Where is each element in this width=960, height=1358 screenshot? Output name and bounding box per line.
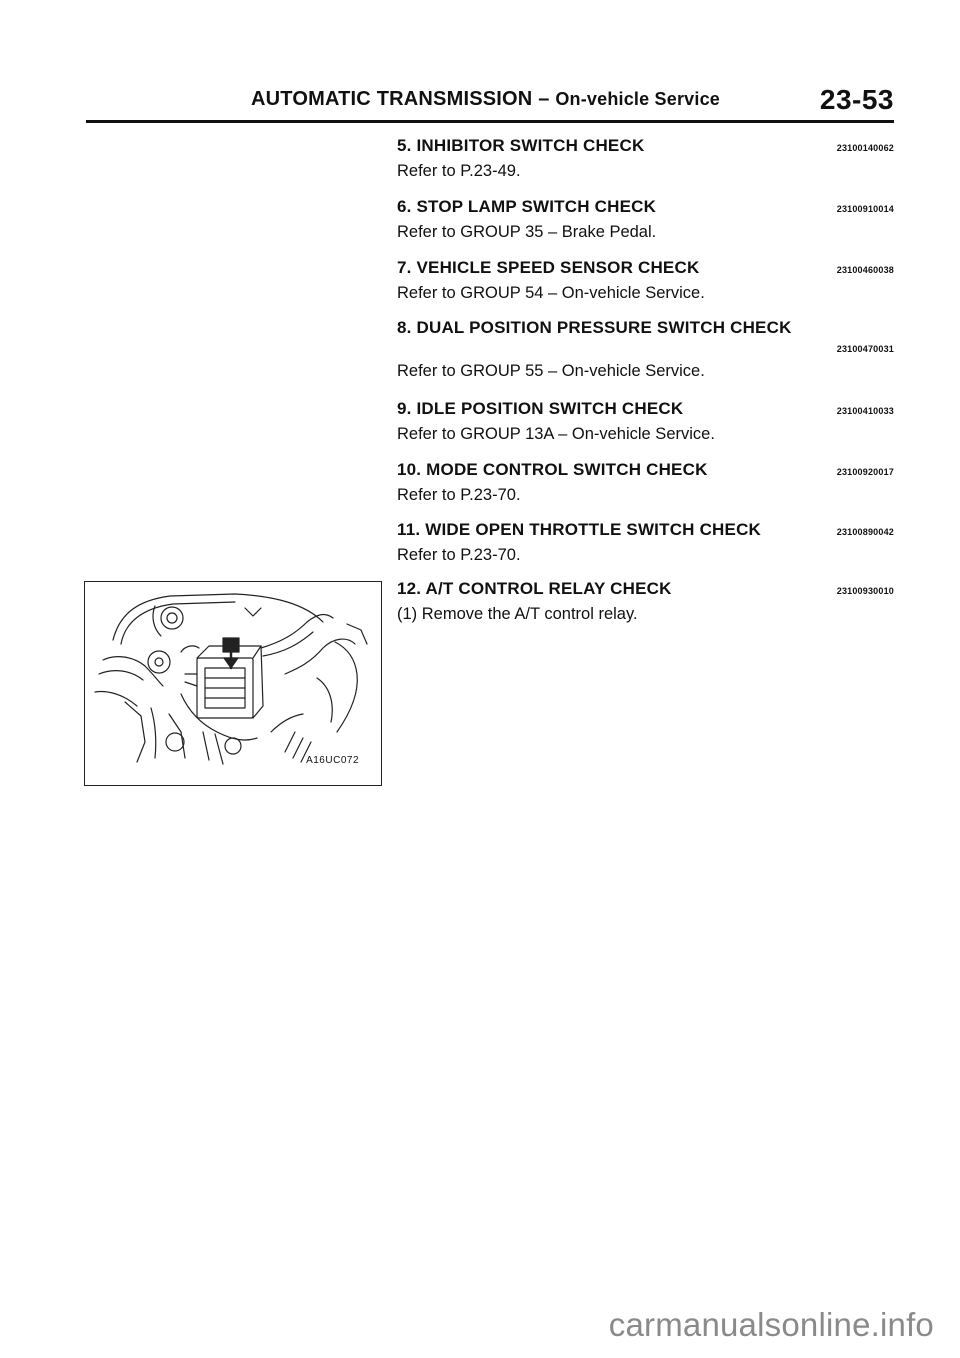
figure-label: A16UC072 — [306, 755, 359, 766]
section-idle-position-switch — [397, 399, 894, 444]
section-wide-open-throttle-switch — [397, 520, 894, 565]
relay-location-figure — [84, 581, 382, 786]
section-heading: 6. STOP LAMP SWITCH CHECK — [397, 197, 657, 216]
section-code: 23100410033 — [836, 406, 894, 416]
section-dual-position-pressure-switch — [397, 318, 894, 381]
page-number: 23-53 — [819, 84, 894, 115]
section-code: 23100140062 — [836, 143, 894, 153]
watermark: carmanualsonline.info — [608, 1306, 934, 1343]
section-heading: 10. MODE CONTROL SWITCH CHECK — [397, 460, 708, 479]
section-heading: 5. INHIBITOR SWITCH CHECK — [397, 136, 645, 155]
section-text: Refer to GROUP 35 – Brake Pedal. — [397, 223, 657, 241]
section-code: 23100930010 — [836, 586, 894, 596]
section-text: Refer to P.23-70. — [397, 546, 521, 564]
section-heading: 7. VEHICLE SPEED SENSOR CHECK — [397, 258, 700, 277]
section-heading: 9. IDLE POSITION SWITCH CHECK — [397, 399, 684, 418]
section-code: 23100920017 — [836, 467, 894, 477]
header-rule — [86, 120, 894, 123]
page-header — [86, 86, 894, 118]
header-separator: – — [538, 88, 550, 110]
section-mode-control-switch — [397, 460, 894, 505]
section-text: Refer to GROUP 13A – On-vehicle Service. — [397, 425, 715, 443]
header-subtitle: On-vehicle Service — [555, 89, 720, 109]
section-at-control-relay — [397, 579, 894, 624]
section-stop-lamp-switch — [397, 197, 894, 242]
section-heading: 11. WIDE OPEN THROTTLE SWITCH CHECK — [397, 520, 762, 539]
section-heading: 8. DUAL POSITION PRESSURE SWITCH CHECK — [397, 318, 792, 337]
section-text: Refer to GROUP 55 – On-vehicle Service. — [397, 362, 705, 380]
section-heading: 12. A/T CONTROL RELAY CHECK — [397, 579, 672, 598]
section-code: 23100470031 — [836, 344, 894, 354]
header-title-line — [251, 88, 720, 111]
section-code: 23100460038 — [836, 265, 894, 275]
section-code: 23100910014 — [836, 204, 894, 214]
section-inhibitor-switch — [397, 136, 894, 181]
section-text: (1) Remove the A/T control relay. — [397, 605, 638, 623]
section-vehicle-speed-sensor — [397, 258, 894, 303]
header-title: AUTOMATIC TRANSMISSION — [251, 88, 533, 110]
section-text: Refer to P.23-49. — [397, 162, 521, 180]
section-text: Refer to P.23-70. — [397, 486, 521, 504]
section-text: Refer to GROUP 54 – On-vehicle Service. — [397, 284, 705, 302]
section-code: 23100890042 — [836, 527, 894, 537]
